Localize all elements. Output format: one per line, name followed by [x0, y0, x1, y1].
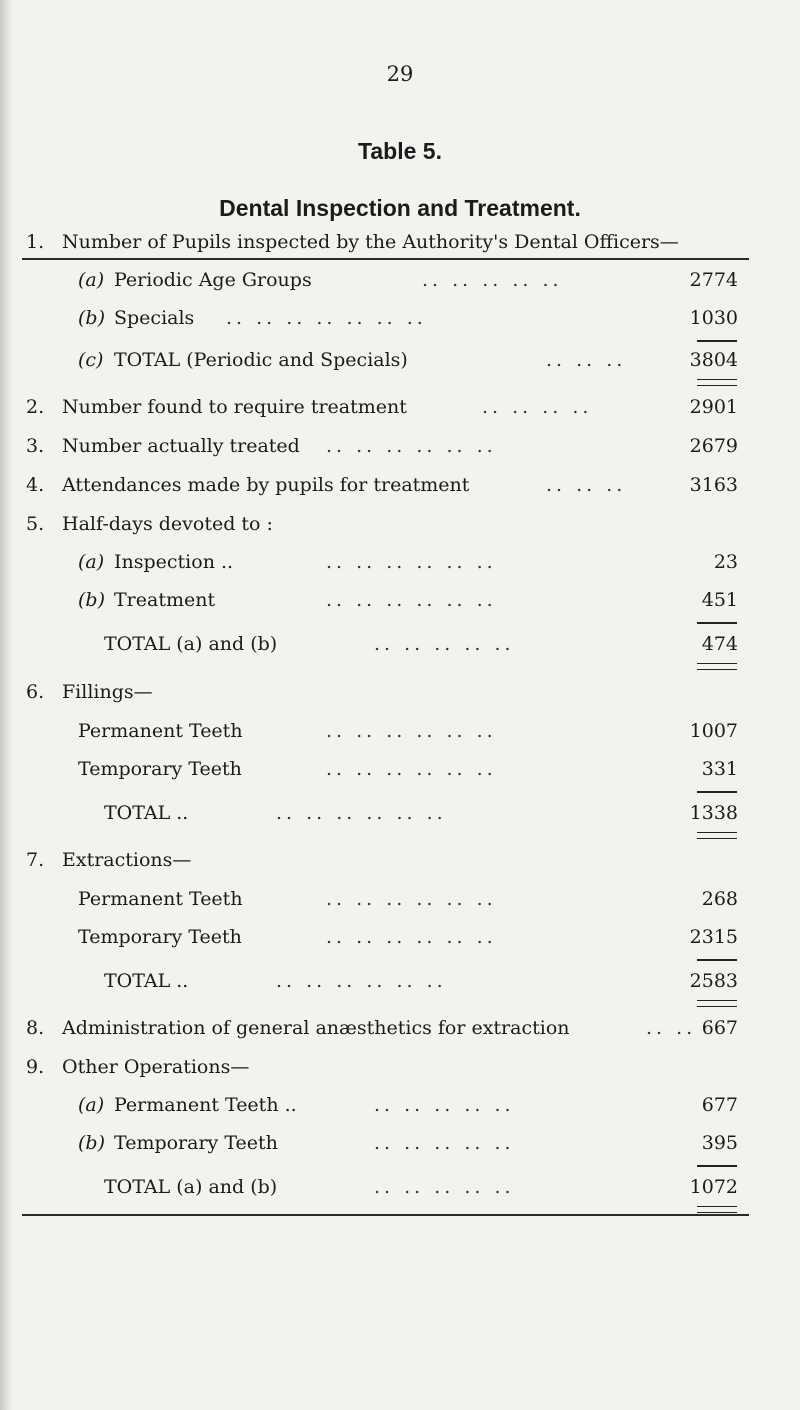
row-value: 667: [701, 1017, 738, 1039]
row-label: Number of Pupils inspected by the Authority's Dental Officers—: [62, 231, 679, 253]
row-value: 677: [701, 1094, 738, 1116]
table-row: [0, 304, 800, 332]
row-value: 474: [701, 633, 738, 655]
row-letter: (b): [78, 307, 105, 329]
row-label: Permanent Teeth ..: [114, 1094, 297, 1116]
table-row: [0, 346, 800, 374]
row-number: 5.: [26, 513, 45, 535]
table-row: [0, 471, 800, 499]
leader-dots: .. .. .. .. .. ..: [326, 888, 497, 910]
table-row: [0, 755, 800, 783]
row-value: 331: [701, 758, 738, 780]
row-number: 4.: [26, 474, 45, 496]
page-number: 29: [386, 62, 414, 86]
leader-dots: .. ..: [646, 1017, 697, 1039]
leader-dots: .. .. .. .. ..: [374, 1132, 515, 1154]
row-label: Other Operations—: [62, 1056, 250, 1078]
row-number: 6.: [26, 681, 45, 703]
leader-dots: .. .. .. .. ..: [422, 269, 563, 291]
row-label: Permanent Teeth: [78, 888, 243, 910]
leader-dots: .. .. .. .. ..: [374, 1094, 515, 1116]
row-number: 8.: [26, 1017, 45, 1039]
row-value: 2901: [689, 396, 738, 418]
row-value: 1072: [689, 1176, 738, 1198]
leader-dots: .. .. .. .. .. ..: [326, 435, 497, 457]
table-row: [0, 885, 800, 913]
row-value: 395: [701, 1132, 738, 1154]
row-letter: (c): [78, 349, 104, 371]
row-value: 2315: [689, 926, 738, 948]
table-row: [0, 266, 800, 294]
row-label: Temporary Teeth: [78, 926, 242, 948]
row-value: 1338: [689, 802, 738, 824]
row-label: Treatment: [114, 589, 216, 611]
row-letter: (b): [78, 1132, 105, 1154]
row-label: Extractions—: [62, 849, 192, 871]
row-value: 451: [701, 589, 738, 611]
leader-dots: .. .. .. .. .. ..: [276, 970, 447, 992]
table-row: [0, 1173, 800, 1201]
total-double-rule: [697, 1206, 737, 1213]
row-value: 2774: [689, 269, 738, 291]
table-row: [0, 228, 800, 256]
row-value: 23: [713, 551, 738, 573]
row-label: Specials: [114, 307, 195, 329]
table-title: Table 5.: [358, 138, 442, 164]
table-row: [0, 1053, 800, 1081]
table-row: [0, 393, 800, 421]
table-row: [0, 967, 800, 995]
table-row: [0, 1129, 800, 1157]
table-row: [0, 717, 800, 745]
table-row: [0, 1014, 800, 1042]
top-rule: [22, 258, 749, 260]
leader-dots: .. .. .. .. .. ..: [326, 758, 497, 780]
leader-dots: .. .. ..: [546, 474, 627, 496]
row-label: Temporary Teeth: [114, 1132, 278, 1154]
row-label: TOTAL (a) and (b): [104, 1176, 278, 1198]
row-letter: (a): [78, 1094, 105, 1116]
row-number: 9.: [26, 1056, 45, 1078]
row-letter: (b): [78, 589, 105, 611]
row-value: 1007: [689, 720, 738, 742]
leader-dots: .. .. .. .. .. .. ..: [226, 307, 427, 329]
subtotal-rule: [697, 959, 737, 961]
row-label: TOTAL ..: [104, 802, 189, 824]
row-label: Attendances made by pupils for treatment: [62, 474, 470, 496]
row-letter: (a): [78, 551, 105, 573]
bottom-rule: [22, 1214, 749, 1216]
table-row: [0, 923, 800, 951]
subtotal-rule: [697, 791, 737, 793]
row-number: 2.: [26, 396, 45, 418]
leader-dots: .. .. .. .. ..: [374, 1176, 515, 1198]
total-double-rule: [697, 379, 737, 386]
table-subtitle: Dental Inspection and Treatment.: [219, 195, 581, 221]
table-row: [0, 510, 800, 538]
row-value: 268: [701, 888, 738, 910]
table-row: [0, 799, 800, 827]
row-label: TOTAL ..: [104, 970, 189, 992]
table-row: [0, 548, 800, 576]
row-value: 2679: [689, 435, 738, 457]
leader-dots: .. .. .. ..: [482, 396, 593, 418]
table-row: [0, 586, 800, 614]
row-label: Periodic Age Groups: [114, 269, 312, 291]
row-label: Permanent Teeth: [78, 720, 243, 742]
leader-dots: .. .. .. .. .. ..: [326, 551, 497, 573]
row-label: Number found to require treatment: [62, 396, 407, 418]
row-label: Inspection ..: [114, 551, 234, 573]
row-value: 3804: [689, 349, 738, 371]
table-row: [0, 846, 800, 874]
table-row: [0, 678, 800, 706]
row-label: Half-days devoted to :: [62, 513, 273, 535]
leader-dots: .. .. .. .. .. ..: [326, 926, 497, 948]
table-row: [0, 432, 800, 460]
total-double-rule: [697, 1000, 737, 1007]
row-number: 3.: [26, 435, 45, 457]
subtotal-rule: [697, 1165, 737, 1167]
leader-dots: .. .. .. .. ..: [374, 633, 515, 655]
row-value: 1030: [689, 307, 738, 329]
row-label: TOTAL (a) and (b): [104, 633, 278, 655]
row-value: 3163: [689, 474, 738, 496]
total-double-rule: [697, 663, 737, 670]
subtotal-rule: [697, 622, 737, 624]
leader-dots: .. .. .. .. .. ..: [326, 720, 497, 742]
total-double-rule: [697, 832, 737, 839]
leader-dots: .. .. .. .. .. ..: [326, 589, 497, 611]
row-label: Temporary Teeth: [78, 758, 242, 780]
row-value: 2583: [689, 970, 738, 992]
row-label: Fillings—: [62, 681, 153, 703]
row-number: 1.: [26, 231, 45, 253]
leader-dots: .. .. ..: [546, 349, 627, 371]
table-row: [0, 1091, 800, 1119]
row-label: Administration of general anæsthetics for extraction: [62, 1017, 570, 1039]
row-label: Number actually treated: [62, 435, 300, 457]
row-label: TOTAL (Periodic and Specials): [114, 349, 408, 371]
subtotal-rule: [697, 340, 737, 342]
row-letter: (a): [78, 269, 105, 291]
row-number: 7.: [26, 849, 45, 871]
leader-dots: .. .. .. .. .. ..: [276, 802, 447, 824]
table-row: [0, 630, 800, 658]
